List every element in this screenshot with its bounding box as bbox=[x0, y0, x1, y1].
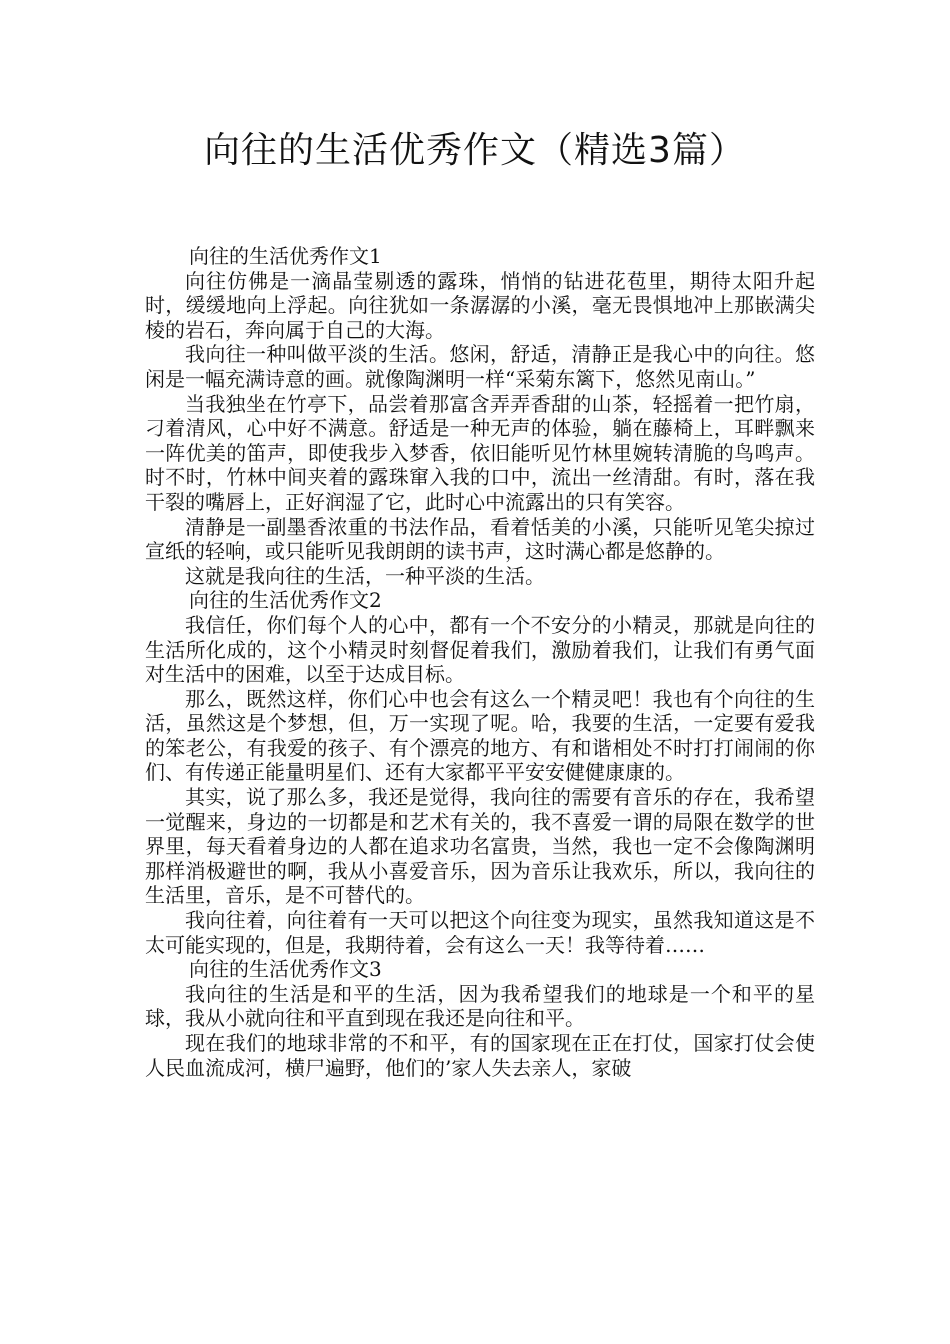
paragraph: 我信任，你们每个人的心中，都有一个不安分的小精灵，那就是向往的生活所化成的，这个小精灵时刻督促着我们，激励着我们，让我们有勇气面对生活中的困难，以至于达成目标。 bbox=[145, 612, 815, 687]
section-heading: 向往的生活优秀作文3 bbox=[189, 957, 382, 982]
paragraph: 我向往着，向往着有一天可以把这个向往变为现实，虽然我知道这是不太可能实现的，但是，我期待着，会有这么一天！我等待着…… bbox=[145, 908, 815, 957]
paragraph: 我向往的生活是和平的生活，因为我希望我们的地球是一个和平的星球，我从小就向往和平直到现在我还是向往和平。 bbox=[145, 981, 815, 1031]
section-heading: 向往的生活优秀作文1 bbox=[189, 244, 382, 268]
paragraph: 那么，既然这样，你们心中也会有这么一个精灵吧！我也有个向往的生活，虽然这是个梦想，但，万一实现了呢。哈，我要的生活，一定要有爱我的笨老公，有我爱的孩子、有个漂亮的地方、有和谐相处不时打打闹闹的你们、有传递正能量明星们、还有大家都平平安安健健康康的。 bbox=[145, 686, 815, 785]
paragraph: 当我独坐在竹亭下，品尝着那富含弄弄香甜的山茶，轻摇着一把竹扇，刁着清风，心中好不满意。舒适是一种无声的体验，躺在藤椅上，耳畔飘来一阵优美的笛声，即使我步入梦香，依旧能听见竹林里婉转清脆的鸟鸣声。时不时，竹林中间夹着的露珠窜入我的口中，流出一丝清甜。有时，落在我干裂的嘴唇上，正好润湿了它，此时心中流露出的只有笑容。 bbox=[145, 391, 815, 514]
section-heading: 向往的生活优秀作文2 bbox=[189, 588, 382, 613]
paragraph: 这就是我向往的生活，一种平淡的生活。 bbox=[185, 563, 545, 588]
document-body bbox=[145, 244, 815, 1080]
paragraph: 清静是一副墨香浓重的书法作品，看着恬美的小溪，只能听见笔尖掠过宣纸的轻响，或只能听见我朗朗的读书声，这时满心都是悠静的。 bbox=[145, 514, 815, 564]
paragraph: 其实，说了那么多，我还是觉得，我向往的需要有音乐的存在，我希望一觉醒来，身边的一切都是和艺术有关的，我不喜爱一谓的局限在数学的世界里，每天看着身边的人都在追求功名富贵，当然，我也一定不会像陶渊明那样消极避世的啊，我从小喜爱音乐，因为音乐让我欢乐，所以，我向往的生活里，音乐，是不可替代的。 bbox=[145, 785, 815, 908]
paragraph: 现在我们的地球非常的不和平，有的国家现在正在打仗，国家打仗会使人民血流成河，横尸遍野，他们的’家人失去亲人，家破 bbox=[145, 1031, 815, 1080]
paragraph: 我向往一种叫做平淡的生活。悠闲，舒适，清静正是我心中的向往。悠闲是一幅充满诗意的画。就像陶渊明一样“采菊东篱下，悠然见南山。” bbox=[145, 342, 815, 391]
paragraph: 向往仿佛是一滴晶莹剔透的露珠，悄悄的钻进花苞里，期待太阳升起时，缓缓地向上浮起。向往犹如一条潺潺的小溪，毫无畏惧地冲上那嵌满尖棱的岩石，奔向属于自己的大海。 bbox=[145, 268, 815, 342]
document-title: 向往的生活优秀作文（精选3篇） bbox=[204, 130, 746, 171]
